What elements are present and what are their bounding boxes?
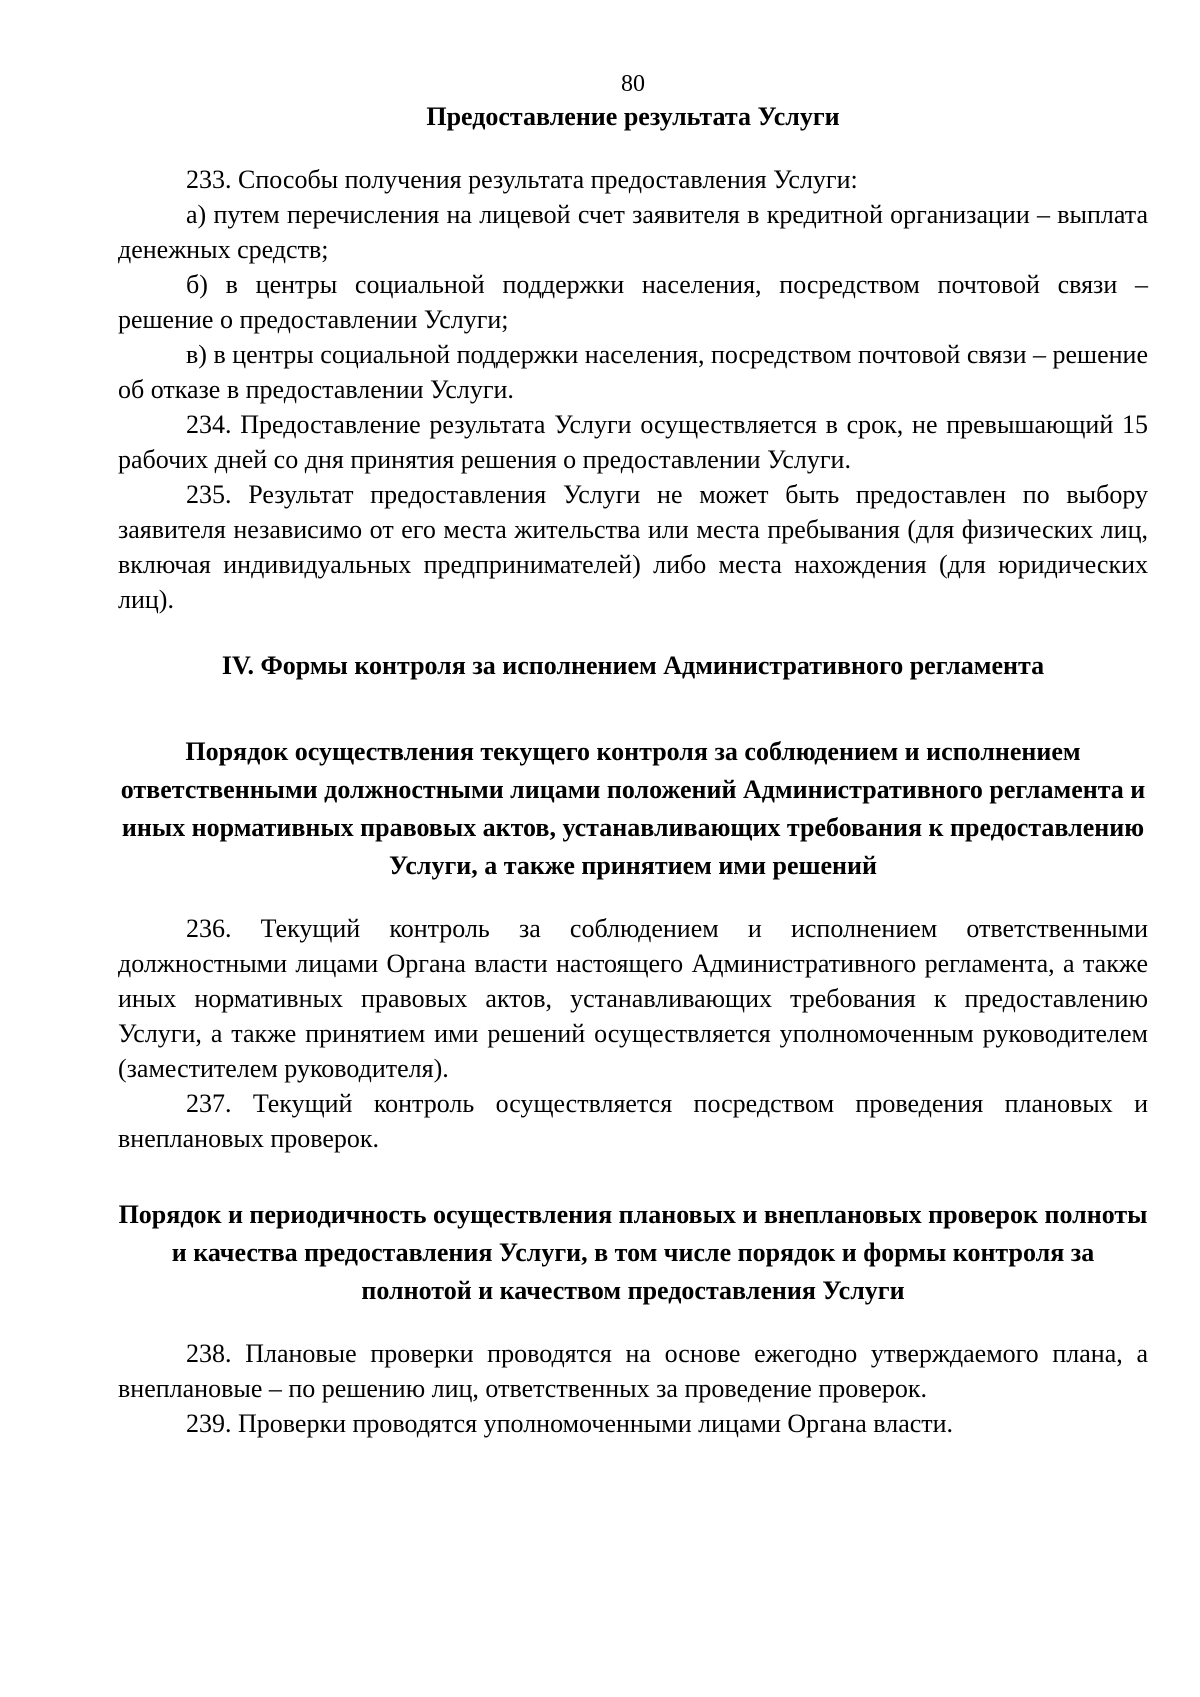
paragraph-233-v: в) в центры социальной поддержки населения, посредством почтовой связи – решение об отказе в предоставлении Услуги. (118, 340, 1148, 404)
paragraph-239: 239. Проверки проводятся уполномоченными лицами Органа власти. (186, 1409, 954, 1438)
section-heading-current-control: Порядок осуществления текущего контроля за соблюдением и исполнением ответственными должностными лицами положений Административного регламента и иных нормативных правовых актов, устанавливающих требования к предоставлению Услуги, а также принятием ими решений (120, 737, 1146, 880)
paragraph-235: 235. Результат предоставления Услуги не может быть предоставлен по выбору заявителя независимо от его места жительства или места пребывания (для физических лиц, включая индивидуальных предпринимателей) либо места нахождения (для юридических лиц). (118, 480, 1148, 614)
chapter-heading: IV. Формы контроля за исполнением Административного регламента (221, 651, 1045, 680)
paragraph-233: 233. Способы получения результата предоставления Услуги: (186, 165, 858, 194)
document-page (118, 70, 1148, 1441)
section-heading-result: Предоставление результата Услуги (426, 102, 840, 131)
paragraph-233-b: б) в центры социальной поддержки населения, посредством почтовой связи – решение о предоставлении Услуги; (118, 270, 1148, 334)
page-number: 80 (621, 71, 645, 97)
section-heading-inspections: Порядок и периодичность осуществления плановых и внеплановых проверок полноты и качества предоставления Услуги, в том числе порядок и формы контроля за полнотой и качеством предоставления Услуги (118, 1200, 1148, 1305)
paragraph-237: 237. Текущий контроль осуществляется посредством проведения плановых и внеплановых проверок. (118, 1089, 1148, 1153)
paragraph-233-a: а) путем перечисления на лицевой счет заявителя в кредитной организации – выплата денежных средств; (118, 200, 1148, 264)
paragraph-236: 236. Текущий контроль за соблюдением и исполнением ответственными должностными лицами Органа власти настоящего Административного регламента, а также иных нормативных правовых актов, устанавливающих требования к предоставлению Услуги, а также принятием ими решений осуществляется уполномоченным руководителем (заместителем руководителя). (118, 914, 1148, 1083)
paragraph-238: 238. Плановые проверки проводятся на основе ежегодно утверждаемого плана, а внеплановые – по решению лиц, ответственных за проведение проверок. (118, 1339, 1148, 1403)
paragraph-234: 234. Предоставление результата Услуги осуществляется в срок, не превышающий 15 рабочих дней со дня принятия решения о предоставлении Услуги. (118, 410, 1148, 474)
